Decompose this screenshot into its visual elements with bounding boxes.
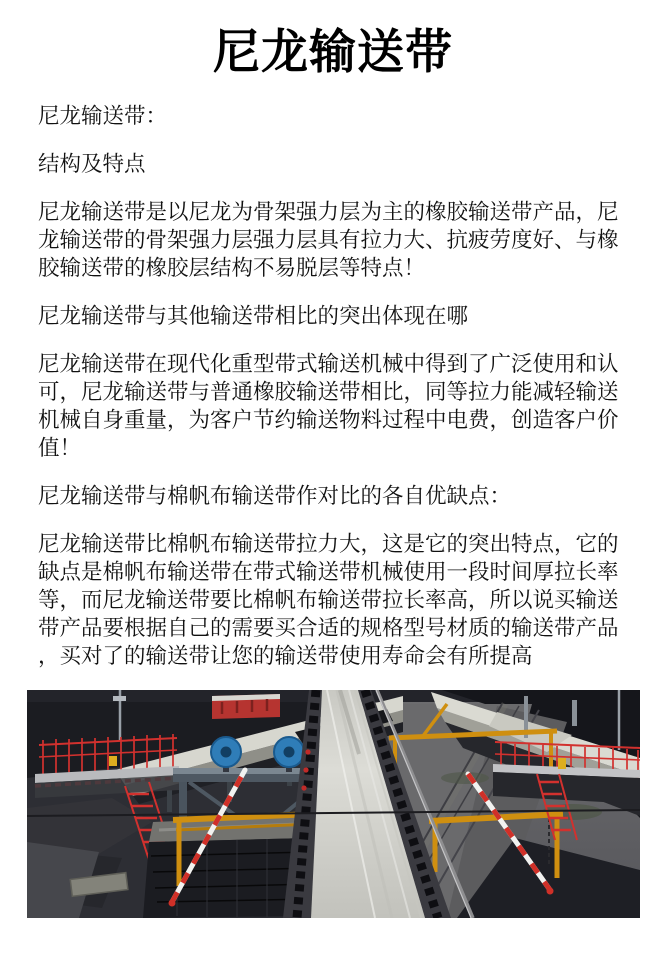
article-body [0, 102, 666, 670]
paragraph: 尼龙输送带在现代化重型带式输送机械中得到了广泛使用和认可，尼龙输送带与普通橡胶输送带相比，同等拉力能减轻输送机械自身重量，为客户节约输送物料过程中电费，创造客户价值！ [38, 352, 619, 460]
tripper-car [212, 694, 280, 719]
lamp-head [113, 696, 126, 701]
paragraph: 尼龙输送带与其他输送带相比的突出体现在哪 [38, 304, 469, 328]
paragraph: 尼龙输送带与棉帆布输送带作对比的各自优缺点： [38, 484, 512, 508]
paragraph: 结构及特点 [38, 152, 146, 176]
conveyor-photo [27, 690, 640, 918]
paragraph: 尼龙输送带： [38, 104, 168, 128]
conveyor-photo-illustration [27, 690, 640, 918]
article-page [0, 26, 666, 918]
paragraph: 尼龙输送带是以尼龙为骨架强力层为主的橡胶输送带产品，尼龙输送带的骨架强力层强力层具有拉力大、抗疲劳度好、与橡胶输送带的橡胶层结构不易脱层等特点！ [38, 200, 619, 280]
paragraph: 尼龙输送带比棉帆布输送带拉力大，这是它的突出特点，它的缺点是棉帆布输送带在带式输送带机械使用一段时间厚拉长率等，而尼龙输送带要比棉帆布输送带拉长率高，所以说买输送带产品要根据自己的需要买合适的规格型号材质的输送带产品，买对了的输送带让您的输送带使用寿命会有所提高 [38, 532, 619, 668]
grass-patch [441, 772, 489, 784]
page-title: 尼龙输送带 [213, 25, 453, 78]
warning-sign [109, 756, 117, 766]
warning-sign [558, 758, 566, 769]
